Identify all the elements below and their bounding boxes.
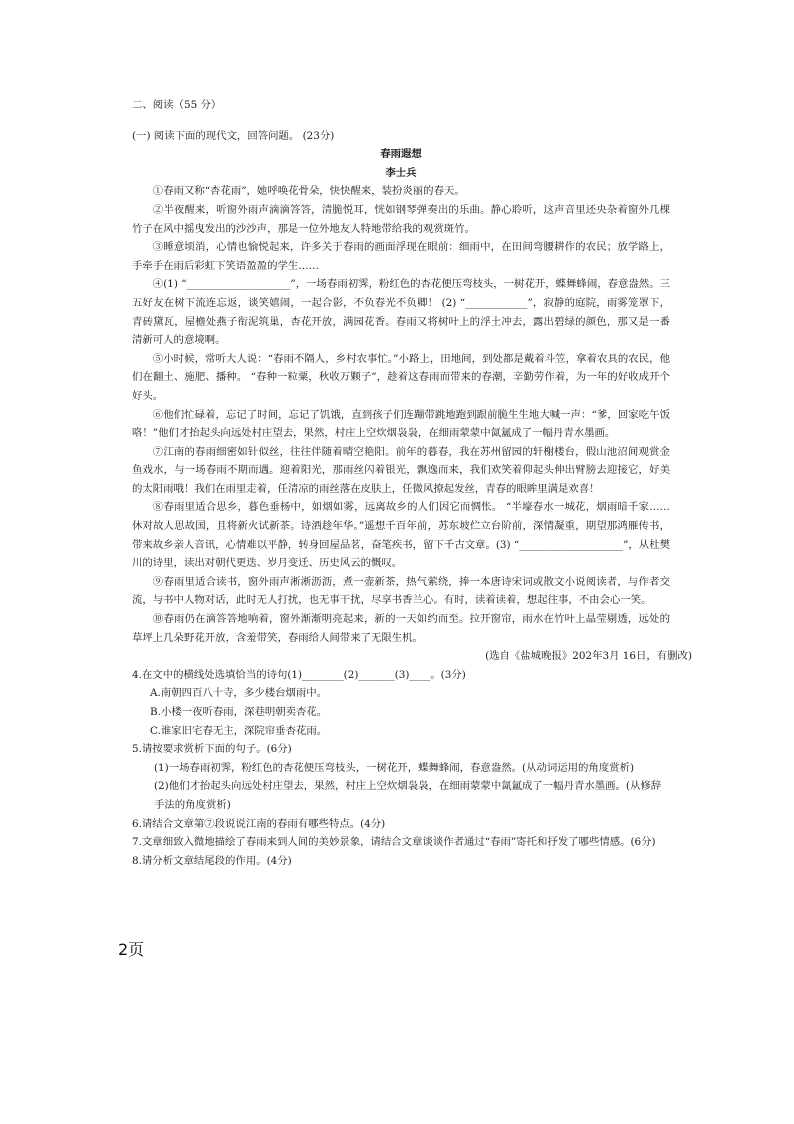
question-4-option-b: B.小楼一夜听春雨，深巷明朝卖杏花。 [150, 706, 328, 718]
paragraph-9: ⑨春雨里适合读书，窗外雨声淅淅沥沥，煮一壶新茶，热气萦绕，捧一本唐诗宋词或散文小说阅读者，与作者交流，与书中人物对话，此时无人打扰，也无事干扰，尽享书香兰心。有时，读着读着，想起往事，不由会心一笑。 [132, 575, 670, 607]
part-title: (一) 阅读下面的现代文，回答问题。 (23分) [132, 129, 335, 142]
section-title: 二、阅读（55 分） [132, 99, 222, 111]
paragraph-6: ⑥他们忙碌着，忘记了时间，忘记了饥饿，直到孩子们连蹦带跳地跑到跟前脆生生地大喊一声：“爹，回家吃午饭咯！”他们才抬起头向远处村庄望去，果然，村庄上空炊烟袅袅，在细雨蒙蒙中氤氲成了一幅丹青水墨画。 [132, 408, 670, 440]
paragraph-5: ⑤小时候，常听大人说：“春雨不隔人，乡村农事忙。”小路上，田地间，到处都是戴着斗笠，拿着农具的农民，他们在翻土、施肥、播种。 “春种一粒粟，秋收万颗子”，趁着这春雨而带来的春潮，辛勤劳作着，为一年的好收成开个好头。 [132, 352, 670, 402]
question-4: 4.在文中的横线处选填恰当的诗句(1)________(2)_______(3)____。(3分) [132, 668, 466, 681]
page-content [132, 96, 692, 870]
page-number: 2页 [118, 940, 145, 959]
paragraph-10: ⑩春雨仍在滴答答地响着，窗外渐渐明亮起来，新的一天如约而至。拉开窗帘，雨水在竹叶上晶莹剔透，远处的草坪上几朵野花开放，含羞带笑，春雨给人间带来了无限生机。 [132, 613, 670, 644]
question-4-option-a: A.南朝四百八十寺，多少楼台烟雨中。 [150, 687, 328, 700]
paragraph-4: ④(1) “____________________”，一场春雨初霁，粉红色的杏花便压弯枝头，一树花开，蝶舞蜂闹，春意盎然。三五好友在树下流连忘返，谈笑嬉闹，一起合影，不负春光不负卿！ (2) “____________”，寂静的庭院，雨雾笼罩下，青砖黛瓦，屋檐处燕子衔泥筑巢，杏花开放，满园花香。春雨又将树叶上的浮土冲去，露出碧绿的颜色，那又是一番清新可人的意境啊。 [132, 278, 670, 347]
paragraph-7: ⑦江南的春雨细密如针似丝，往往伴随着晴空艳阳。前年的暮春，我在苏州留园的轩榭楼台，假山池沼间观赏金鱼戏水，与一场春雨不期而遇。迎着阳光，那雨丝闪着银光，飘逸而来，我们欢笑着仰起头伸出臂膀去迎接它，好美的太阳雨哦！我们在雨里走着，任清凉的雨丝落在皮肤上，任微风撩起发丝，青春的眼眸里满是欢喜！ [132, 445, 670, 495]
question-8: 8.请分析文章结尾段的作用。(4分) [132, 854, 292, 867]
question-5-sub-1: (1)一场春雨初霁，粉红色的杏花便压弯枝头，一树花开，蝶舞蜂闹，春意盎然。(从动词运用的角度赏析) [154, 761, 635, 774]
article-body [132, 182, 670, 647]
question-4-option-c: C.谁家旧宅春无主，深院帘垂杏花雨。 [150, 724, 328, 737]
paragraph-2: ②半夜醒来，听窗外雨声滴滴答答，清脆悦耳，恍如钢琴弹奏出的乐曲。静心聆听，这声音里还央杂着窗外几棵竹子在风中摇曳发出的沙沙声，那是一位外地友人特地带给我的观赏斑竹。 [132, 203, 670, 235]
paragraph-1: ①春雨又称“杏花雨”，她呼唤花骨朵，快快醒来，装扮炎丽的春天。 [152, 185, 465, 198]
question-6: 6.请结合文章第⑦段说说江南的春雨有哪些特点。(4分) [132, 817, 386, 830]
question-7: 7.文章细致入微地描绘了春雨来到人间的美妙景象，请结合文章谈谈作者通过“春雨”寄托和抒发了哪些情感。(6分) [132, 836, 656, 849]
question-5-sub-2: (2)他们才抬起头向远处村庄望去，果然，村庄上空炊烟袅袅，在细雨蒙蒙中氤氲成了一幅丹青水墨画。(从修辞手法的角度赏析) [154, 780, 662, 811]
article-source: (选自《盐城晚报》202年3月 16日，有删改) [485, 650, 692, 663]
article-author: 李士兵 [385, 166, 417, 179]
paragraph-8: ⑧春雨里适合思乡，暮色垂杨中，如烟如雾，远离故乡的人们因它而惆怅。 “半壕春水一城花，烟雨暗千家……休对故人思故国，且将新火试新茶。诗酒趁年华。”遥想千百年前，苏东坡伫立台阶前，深情凝重，期望那鸿雁传书，带来故乡亲人音讯，心情难以平静，转身回屋品茗，奋笔疾书，留下千古文章。(3) “____________________”，从杜樊川的诗里，读出对朝代更迭、岁月变迁、历史风云的慨叹。 [132, 501, 670, 570]
question-5: 5.请按要求赏析下面的句子。(6分) [132, 743, 292, 756]
article-title: 春雨遐想 [380, 148, 422, 161]
paragraph-3: ③睡意顷消，心情也愉悦起来，许多关于春雨的画面浮现在眼前：细雨中，在田间弯腰耕作的农民；放学路上，手牵手在雨后彩虹下笑语盈盈的学生…… [132, 241, 670, 272]
